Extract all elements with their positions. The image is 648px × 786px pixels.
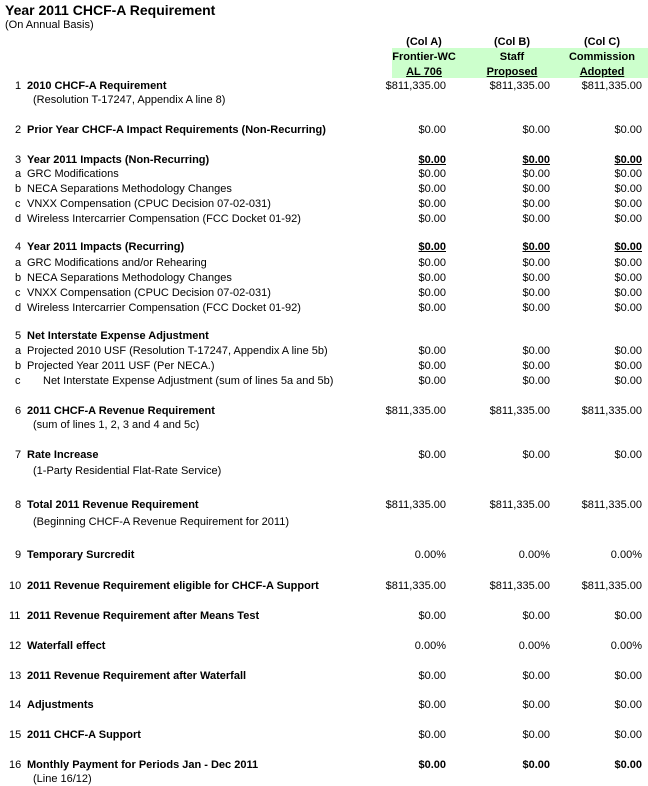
row-value: $0.00	[418, 154, 446, 166]
row-label: Projected 2010 USF (Resolution T-17247, Appendix A line 5b)	[27, 345, 328, 357]
row-value: $811,335.00	[489, 499, 550, 511]
row-label: Temporary Surcredit	[27, 549, 135, 561]
row-number: 16	[9, 759, 22, 771]
row-value: $0.00	[522, 272, 550, 284]
row-label: Year 2011 Impacts (Recurring)	[27, 241, 185, 253]
row-label: Adjustments	[27, 699, 94, 711]
row-value: $0.00	[614, 610, 642, 622]
row-label: 2011 CHCF-A Support	[27, 729, 141, 741]
row-value: 0.00%	[518, 549, 550, 561]
row-value: $0.00	[522, 449, 550, 461]
row-label: (Line 16/12)	[33, 773, 92, 785]
row-value: $0.00	[522, 699, 550, 711]
row-number: 11	[9, 610, 21, 622]
row-label: NECA Separations Methodology Changes	[27, 183, 232, 195]
row-value: $811,335.00	[385, 405, 446, 417]
row-value: $0.00	[614, 699, 642, 711]
row-label: 2011 CHCF-A Revenue Requirement	[27, 405, 215, 417]
row-value: $811,335.00	[489, 580, 550, 592]
row-value: $0.00	[522, 241, 550, 253]
row-number: 3	[15, 154, 22, 166]
row-value: $0.00	[614, 759, 642, 771]
row-label: Net Interstate Expense Adjustment (sum of lines 5a and 5b)	[43, 375, 334, 387]
row-number: a	[15, 345, 22, 357]
row-number: b	[15, 360, 22, 372]
row-number: c	[15, 198, 21, 210]
row-value: $0.00	[522, 729, 550, 741]
row-label: Wireless Intercarrier Compensation (FCC Docket 01-92)	[27, 302, 301, 314]
row-value: $811,335.00	[385, 80, 446, 92]
row-number: 7	[15, 449, 22, 461]
row-value: $811,335.00	[581, 580, 642, 592]
row-value: $0.00	[418, 168, 446, 180]
row-value: $0.00	[522, 759, 550, 771]
row-number: 6	[15, 405, 22, 417]
row-value: $0.00	[522, 154, 550, 166]
row-label: (Resolution T-17247, Appendix A line 8)	[33, 94, 226, 106]
row-value: $0.00	[418, 272, 446, 284]
row-value: $0.00	[522, 345, 550, 357]
row-value: $0.00	[614, 287, 642, 299]
row-value: $0.00	[522, 183, 550, 195]
row-number: 13	[9, 670, 22, 682]
row-value: 0.00%	[610, 549, 642, 561]
row-number: a	[15, 257, 22, 269]
column-header-col: (Col A)	[406, 36, 442, 48]
row-value: $0.00	[418, 241, 446, 253]
row-value: $0.00	[522, 198, 550, 210]
row-label: 2011 Revenue Requirement after Waterfall	[27, 670, 247, 682]
row-value: $0.00	[418, 375, 446, 387]
column-header-col: (Col B)	[493, 36, 531, 48]
row-value: $0.00	[614, 213, 642, 225]
row-value: $0.00	[418, 610, 446, 622]
row-value: $0.00	[418, 287, 446, 299]
row-label: GRC Modifications	[27, 168, 119, 180]
row-number: a	[15, 168, 22, 180]
row-value: 0.00%	[610, 640, 642, 652]
column-header-l2: Proposed	[486, 66, 538, 78]
row-label: Wireless Intercarrier Compensation (FCC Docket 01-92)	[27, 213, 301, 225]
column-header-l1: Frontier-WC	[392, 51, 456, 63]
row-value: $0.00	[522, 375, 550, 387]
row-value: $811,335.00	[581, 405, 642, 417]
row-value: $0.00	[614, 375, 642, 387]
row-value: $811,335.00	[385, 580, 446, 592]
row-value: $0.00	[522, 287, 550, 299]
row-number: 2	[15, 124, 22, 136]
row-value: $0.00	[614, 241, 642, 253]
row-label: (1-Party Residential Flat-Rate Service)	[33, 465, 222, 477]
row-value: $0.00	[418, 360, 446, 372]
row-value: 0.00%	[518, 640, 550, 652]
row-value: $0.00	[522, 360, 550, 372]
row-value: $0.00	[418, 257, 446, 269]
row-number: c	[15, 287, 21, 299]
row-label: VNXX Compensation (CPUC Decision 07-02-031)	[27, 198, 271, 210]
row-value: $0.00	[614, 449, 642, 461]
column-header-l2: Adopted	[579, 66, 625, 78]
row-value: $0.00	[614, 198, 642, 210]
row-value: 0.00%	[414, 640, 446, 652]
row-value: $0.00	[522, 670, 550, 682]
row-value: $811,335.00	[581, 80, 642, 92]
row-number: 8	[15, 499, 22, 511]
row-number: d	[15, 302, 22, 314]
row-value: $811,335.00	[385, 499, 446, 511]
row-value: $0.00	[614, 124, 642, 136]
row-value: $811,335.00	[489, 405, 550, 417]
row-number: 4	[15, 241, 22, 253]
row-value: $0.00	[418, 729, 446, 741]
row-label: Total 2011 Revenue Requirement	[27, 499, 199, 511]
row-number: 14	[9, 699, 22, 711]
column-header-l2: AL 706	[406, 66, 442, 78]
row-value: $0.00	[418, 345, 446, 357]
row-label: Rate Increase	[27, 449, 99, 461]
row-value: $811,335.00	[581, 499, 642, 511]
row-value: $0.00	[418, 183, 446, 195]
row-label: Net Interstate Expense Adjustment	[27, 330, 209, 342]
row-value: $0.00	[614, 272, 642, 284]
row-number: 9	[15, 549, 22, 561]
row-number: 10	[9, 580, 22, 592]
row-label: 2011 Revenue Requirement eligible for CHCF-A Support	[27, 580, 319, 592]
row-value: $0.00	[418, 302, 446, 314]
row-number: c	[15, 375, 21, 387]
row-value: $0.00	[522, 610, 550, 622]
row-number: b	[15, 183, 22, 195]
row-label: (Beginning CHCF-A Revenue Requirement for 2011)	[33, 516, 289, 528]
row-label: Prior Year CHCF-A Impact Requirements (Non-Recurring)	[27, 124, 326, 136]
row-label: Waterfall effect	[27, 640, 106, 652]
page-subtitle: (On Annual Basis)	[5, 19, 94, 31]
page-title: Year 2011 CHCF-A Requirement	[5, 2, 216, 18]
row-number: 1	[15, 80, 22, 92]
row-label: NECA Separations Methodology Changes	[27, 272, 232, 284]
column-header-col: (Col C)	[583, 36, 621, 48]
row-number: 15	[9, 729, 22, 741]
row-label: 2010 CHCF-A Requirement	[27, 80, 167, 92]
row-value: $0.00	[614, 168, 642, 180]
row-value: $0.00	[418, 213, 446, 225]
row-value: $0.00	[522, 213, 550, 225]
row-value: $0.00	[418, 124, 446, 136]
row-label: VNXX Compensation (CPUC Decision 07-02-031)	[27, 287, 271, 299]
row-value: $811,335.00	[489, 80, 550, 92]
row-value: $0.00	[418, 670, 446, 682]
row-value: $0.00	[522, 168, 550, 180]
row-number: 5	[15, 330, 22, 342]
row-value: $0.00	[522, 257, 550, 269]
row-value: $0.00	[614, 729, 642, 741]
row-value: $0.00	[522, 302, 550, 314]
row-label: 2011 Revenue Requirement after Means Test	[27, 610, 260, 622]
row-label: GRC Modifications and/or Rehearing	[27, 257, 207, 269]
row-value: $0.00	[418, 449, 446, 461]
row-value: $0.00	[614, 257, 642, 269]
column-header-l1: Commission	[568, 51, 635, 63]
row-value: $0.00	[614, 345, 642, 357]
row-number: b	[15, 272, 22, 284]
row-label: Monthly Payment for Periods Jan - Dec 2011	[27, 759, 259, 771]
row-value: $0.00	[522, 124, 550, 136]
row-label: Year 2011 Impacts (Non-Recurring)	[27, 154, 210, 166]
row-value: $0.00	[614, 360, 642, 372]
row-value: $0.00	[614, 183, 642, 195]
row-value: $0.00	[418, 198, 446, 210]
row-number: d	[15, 213, 22, 225]
row-value: $0.00	[614, 302, 642, 314]
row-value: $0.00	[614, 670, 642, 682]
row-value: $0.00	[614, 154, 642, 166]
column-header-l1: Staff	[499, 51, 525, 63]
row-number: 12	[9, 640, 22, 652]
row-value: $0.00	[418, 699, 446, 711]
row-label: Projected Year 2011 USF (Per NECA.)	[27, 360, 215, 372]
row-value: $0.00	[418, 759, 446, 771]
row-value: 0.00%	[414, 549, 446, 561]
row-label: (sum of lines 1, 2, 3 and 4 and 5c)	[33, 419, 200, 431]
